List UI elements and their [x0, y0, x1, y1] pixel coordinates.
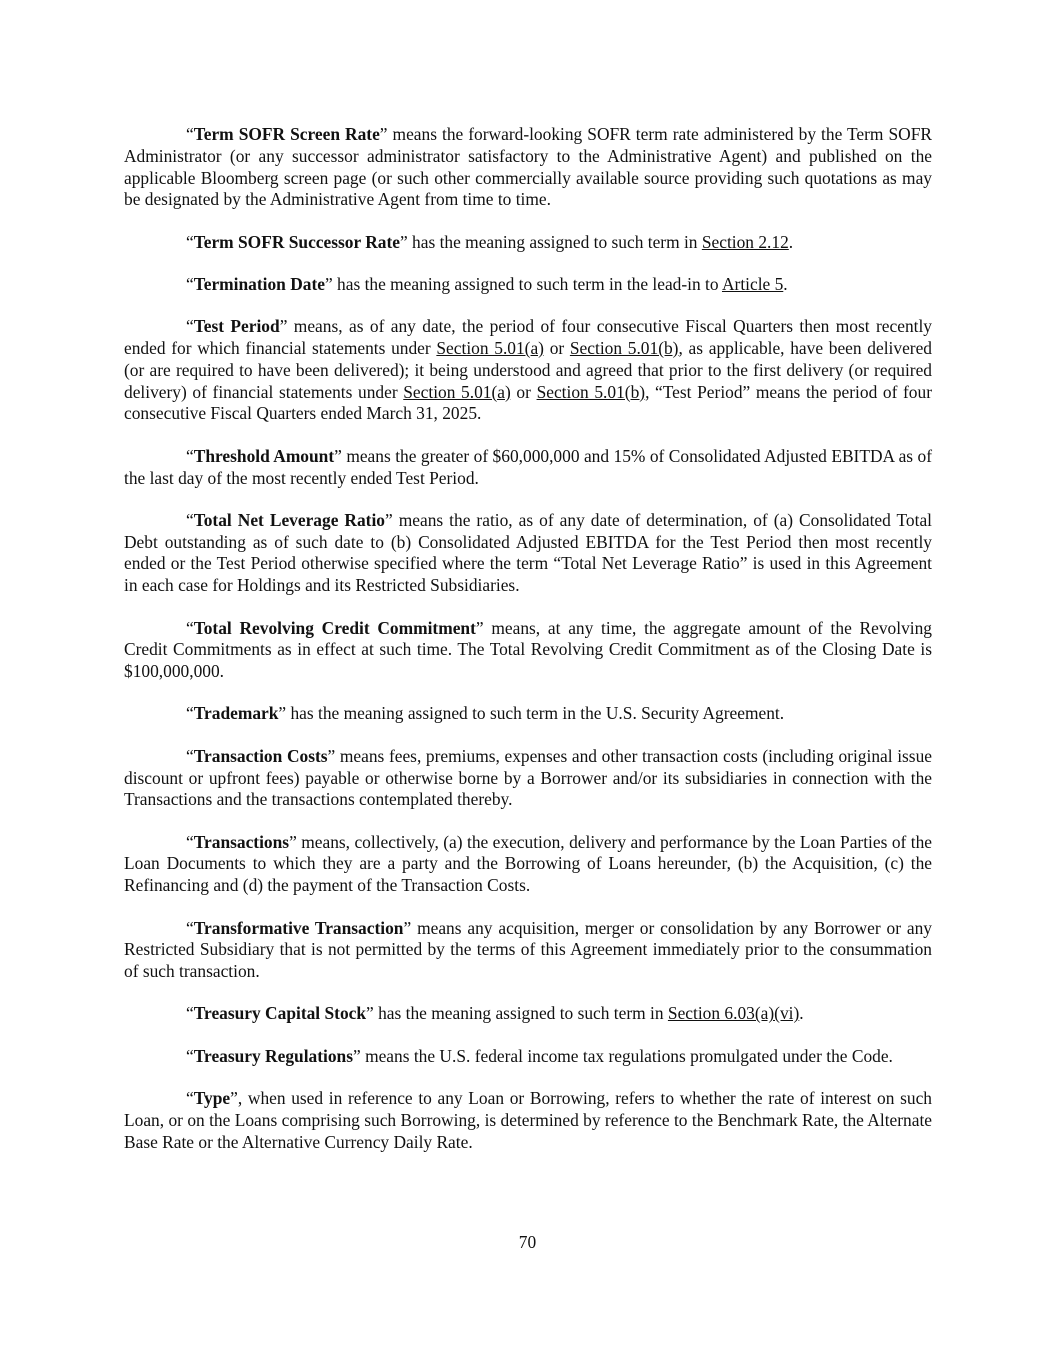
- definition-text: “: [186, 1088, 194, 1108]
- defined-term: Transformative Transaction: [193, 917, 404, 938]
- definition-transactions: [124, 832, 932, 897]
- document-page: [124, 124, 932, 1174]
- definition-total-net-leverage-ratio: [124, 510, 932, 597]
- definition-text: ” means the U.S. federal income tax regulations promulgated under the Code.: [353, 1045, 893, 1066]
- definition-text: ” means any acquisition, merger or consolidation by any Borrower or any Restricted Subsidiary that is not permitted by the terms of this Agreement immediately prior to the consummation of such transaction.: [124, 917, 932, 982]
- definition-total-revolving-credit-commitment: [124, 618, 932, 683]
- definition-text: .: [788, 231, 794, 252]
- defined-term: Term SOFR Screen Rate: [193, 124, 380, 144]
- definition-text: “: [186, 316, 194, 337]
- defined-term: Transactions: [193, 831, 290, 852]
- defined-term: Transaction Costs: [193, 745, 328, 766]
- definition-text: “: [186, 831, 194, 852]
- definition-term-sofr-screen-rate: [124, 124, 932, 211]
- definition-text: ” has the meaning assigned to such term in: [399, 231, 702, 252]
- definition-text: ” means the ratio, as of any date of determination, of (a) Consolidated Total Debt outstanding as of such date to (b) Consolidated Adjusted EBITDA for the Test Period then most recently ended or the Test Period otherwise specified where the term “Total Net Leverage Ratio” is used in this Agreement in each case for Holdings and its Restricted Subsidiaries.: [124, 509, 932, 596]
- definition-text: , “Test Period” means the period of four consecutive Fiscal Quarters ended March 31, 2025.: [124, 381, 932, 424]
- definition-text: “: [186, 703, 194, 724]
- defined-term: Type: [193, 1088, 231, 1108]
- definition-treasury-capital-stock: [124, 1003, 932, 1025]
- definition-text: “: [186, 617, 194, 638]
- definitions-list: [124, 124, 932, 1153]
- cross-reference-link[interactable]: Article 5: [721, 273, 784, 294]
- definition-text: ” means fees, premiums, expenses and other transaction costs (including original issue discount or upfront fees) payable or otherwise borne by a Borrower and/or its subsidiaries in connection with the Transactions and the transactions contemplated thereby.: [124, 745, 932, 810]
- definition-text: “: [186, 273, 194, 294]
- definition-text: ” means, as of any date, the period of four consecutive Fiscal Quarters then most recently ended for which financial statements under: [124, 316, 932, 359]
- cross-reference-link[interactable]: Section 5.01(a): [403, 381, 511, 402]
- definition-text: ”, when used in reference to any Loan or Borrowing, refers to whether the rate of interest on such Loan, or on the Loans comprising such Borrowing, is determined by reference to the Benchmark Rate, the Alternate Base Rate or the Alternative Currency Daily Rate.: [124, 1088, 932, 1152]
- definition-text: “: [186, 1003, 194, 1024]
- definition-text: .: [799, 1003, 804, 1024]
- cross-reference-link[interactable]: Section 2.12: [701, 231, 789, 252]
- definition-text: ” has the meaning assigned to such term in: [366, 1003, 668, 1024]
- definition-type: [124, 1088, 932, 1153]
- definition-term-sofr-successor-rate: [124, 232, 932, 254]
- definition-text: or: [510, 381, 537, 402]
- cross-reference-link[interactable]: Section 5.01(b): [536, 381, 646, 402]
- definition-text: “: [186, 1045, 194, 1066]
- definition-text: ” means, collectively, (a) the execution, delivery and performance by the Loan Parties of the Loan Documents to which they are a party and the Borrowing of Loans hereunder, (b) the Acquisition, (c) the Refinancing and (d) the payment of the Transaction Costs.: [124, 831, 932, 896]
- defined-term: Total Revolving Credit Commitment: [193, 617, 476, 638]
- definition-threshold-amount: [124, 446, 932, 490]
- defined-term: Term SOFR Successor Rate: [193, 231, 400, 252]
- definition-text: ” means the greater of $60,000,000 and 15% of Consolidated Adjusted EBITDA as of the last day of the most recently ended Test Period.: [124, 445, 933, 488]
- definition-termination-date: [124, 274, 932, 296]
- defined-term: Treasury Capital Stock: [193, 1003, 367, 1024]
- definition-treasury-regulations: [124, 1046, 932, 1068]
- definition-transaction-costs: [124, 746, 932, 811]
- defined-term: Termination Date: [193, 273, 325, 294]
- definition-text: .: [783, 273, 788, 294]
- defined-term: Total Net Leverage Ratio: [193, 509, 385, 530]
- definition-text: “: [186, 231, 194, 252]
- definition-text: “: [186, 124, 194, 144]
- definition-text: ” has the meaning assigned to such term in the U.S. Security Agreement.: [278, 703, 785, 724]
- definition-text: “: [186, 745, 194, 766]
- definition-text: “: [186, 917, 194, 938]
- cross-reference-link[interactable]: Section 6.03(a)(vi): [667, 1003, 800, 1024]
- definition-text: ” means the forward-looking SOFR term rate administered by the Term SOFR Administrator (or any successor administrator satisfactory to the Administrative Agent) and published on the applicable Bloomberg screen page (or such other commercially available source providing such quotations as may be designated by the Administrative Agent from time to time.: [124, 124, 932, 210]
- defined-term: Treasury Regulations: [193, 1045, 353, 1066]
- definition-text: , as applicable, have been delivered (or are required to have been delivered); it being understood and agreed that prior to the first delivery (or required delivery) of financial statements under: [124, 338, 933, 402]
- definition-text: “: [186, 445, 194, 466]
- definition-text: ” means, at any time, the aggregate amount of the Revolving Credit Commitments as in effect at such time. The Total Revolving Credit Commitment as of the Closing Date is $100,000,000.: [124, 617, 933, 682]
- definition-trademark: [124, 703, 932, 725]
- definition-text: or: [543, 338, 570, 359]
- cross-reference-link[interactable]: Section 5.01(b): [569, 338, 679, 359]
- page-number: 70: [518, 1232, 537, 1252]
- definition-test-period: [124, 316, 932, 425]
- definition-transformative-transaction: [124, 918, 932, 983]
- cross-reference-link[interactable]: Section 5.01(a): [436, 338, 544, 359]
- defined-term: Trademark: [193, 703, 279, 724]
- defined-term: Test Period: [193, 316, 280, 337]
- definition-text: “: [186, 509, 194, 530]
- defined-term: Threshold Amount: [193, 445, 335, 466]
- definition-text: ” has the meaning assigned to such term in the lead-in to: [324, 273, 722, 294]
